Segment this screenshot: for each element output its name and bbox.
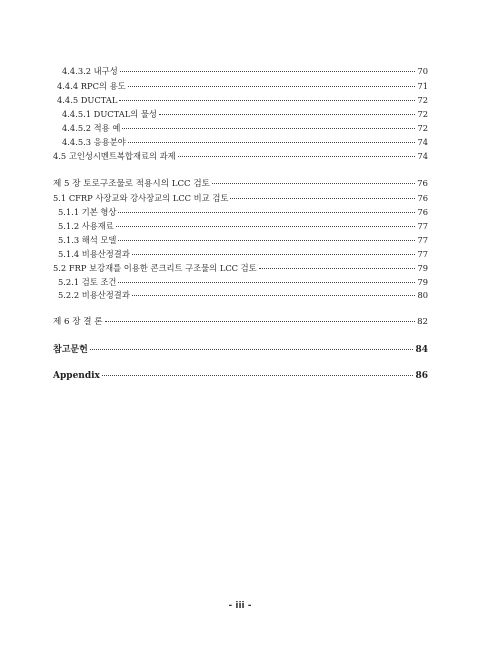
toc-entry — [58, 235, 428, 246]
toc-entry — [58, 290, 428, 301]
toc-entry — [53, 179, 428, 190]
toc-entry-page: 72 — [417, 95, 428, 105]
toc-entry — [53, 151, 428, 162]
dot-leader — [128, 86, 416, 87]
toc-entry — [62, 123, 428, 134]
toc-entry-page: 76 — [417, 179, 428, 189]
toc-entry-title: 제 5 장 토로구조물로 적용시의 LCC 검토 — [53, 179, 210, 189]
dot-leader — [102, 375, 414, 376]
dot-leader — [118, 282, 415, 283]
toc-entry-title: 5.1.1 기본 형상 — [58, 207, 117, 217]
toc-entry-title: 제 6 장 결 론 — [53, 317, 103, 327]
toc-entry-page: 72 — [417, 109, 428, 119]
toc-entry-title: 5.1.3 해석 모델 — [58, 235, 117, 245]
toc-entry-title: 5.1 CFRP 사장교와 강사장교의 LCC 비교 검토 — [53, 193, 229, 203]
toc-entry-page: 76 — [417, 207, 428, 217]
dot-leader — [116, 226, 416, 227]
toc-entry-page: 86 — [415, 371, 428, 381]
dot-leader — [118, 212, 415, 213]
toc-entry-page: 79 — [417, 277, 428, 287]
toc-entry-title: 5.1.4 비용산정결과 — [58, 249, 130, 259]
toc-entry — [53, 317, 428, 328]
toc-entry-page: 77 — [417, 249, 428, 259]
toc-entry-title: Appendix — [53, 371, 100, 381]
toc-entry — [58, 221, 428, 232]
dot-leader — [132, 254, 416, 255]
toc-entry-page: 74 — [417, 137, 428, 147]
dot-leader — [128, 142, 416, 143]
toc-entry-page: 74 — [417, 151, 428, 161]
toc-entry-title: 4.4.5 DUCTAL — [57, 95, 118, 105]
toc-entry-page: 76 — [417, 193, 428, 203]
dot-leader — [105, 321, 415, 322]
dot-leader — [132, 295, 416, 296]
toc-entry — [53, 345, 428, 356]
toc-entry-page: 79 — [417, 263, 428, 273]
toc-entry-title: 4.4.5.1 DUCTAL의 물성 — [62, 109, 157, 119]
toc-entry — [62, 109, 428, 120]
dot-leader — [159, 114, 416, 115]
toc-entry — [58, 207, 428, 218]
toc-entry — [57, 81, 428, 92]
dot-leader — [122, 128, 415, 129]
toc-entry — [53, 193, 428, 204]
page-number: - iii - — [228, 601, 252, 611]
toc-entry-title: 5.2 FRP 보강재를 이용한 콘크리트 구조물의 LCC 검토 — [53, 263, 257, 273]
toc-entry-title: 4.5 고인성시멘트복합재료의 과제 — [53, 151, 176, 161]
dot-leader — [230, 198, 415, 199]
toc-entry-page: 71 — [417, 81, 428, 91]
dot-leader — [259, 268, 416, 269]
toc-entry-title: 4.4.3.2 내구성 — [62, 66, 118, 76]
toc-entry — [53, 371, 428, 382]
toc-entry-page: 82 — [417, 317, 428, 327]
toc-entry-title: 4.4.5.2 적용 예 — [62, 123, 121, 133]
toc-entry-title: 4.4.5.3 응용분야 — [62, 137, 126, 147]
toc-entry — [53, 263, 428, 274]
toc-entry-title: 5.2.2 비용산정결과 — [58, 290, 130, 300]
toc-entry — [62, 66, 428, 77]
toc-entry — [58, 277, 428, 288]
toc-entry-title: 4.4.4 RPC의 용도 — [57, 81, 126, 91]
toc-entry-title: 5.2.1 검토 조건 — [58, 277, 117, 287]
toc-entry-page: 80 — [417, 290, 428, 300]
toc-entry-page: 77 — [417, 235, 428, 245]
toc-entry-title: 5.1.2 사용재료 — [58, 221, 114, 231]
toc-entry — [57, 95, 428, 106]
dot-leader — [212, 183, 415, 184]
toc-entry-page: 72 — [417, 123, 428, 133]
dot-leader — [119, 100, 415, 101]
dot-leader — [178, 156, 416, 157]
toc-entry-page: 77 — [417, 221, 428, 231]
toc-entry-page: 70 — [417, 66, 428, 76]
toc-entry — [62, 137, 428, 148]
dot-leader — [118, 240, 415, 241]
toc-entry — [58, 249, 428, 260]
toc-entry-page: 84 — [415, 345, 428, 355]
dot-leader — [90, 349, 414, 350]
toc-entry-title: 참고문헌 — [53, 345, 88, 355]
dot-leader — [120, 71, 416, 72]
